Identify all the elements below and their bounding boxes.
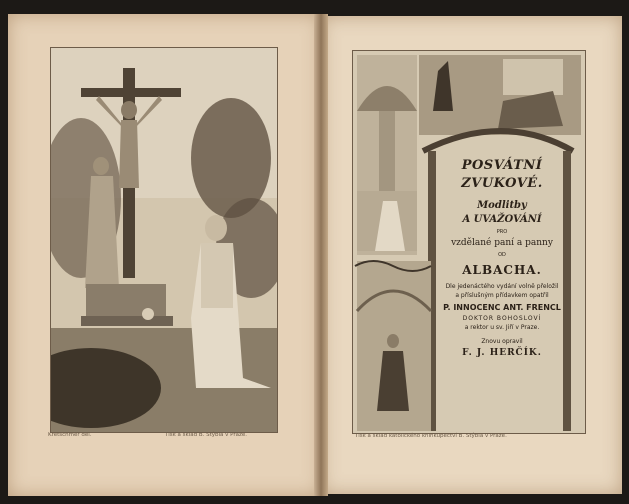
audience-line: vzdělané paní a panny xyxy=(451,238,553,248)
printer-credit: Tisk a sklad B. Stýbla v Praze. xyxy=(165,432,248,438)
book-gutter xyxy=(314,14,328,496)
author-name: ALBACHA. xyxy=(462,263,542,277)
title-line-2: ZVUKOVÉ. xyxy=(461,176,543,191)
translator-degree: DOKTOR BOHOSLOVÍ xyxy=(462,315,542,322)
title-line-1: POSVÁTNÍ xyxy=(461,158,543,173)
revised-label: Znovu opravil xyxy=(481,338,523,345)
edition-line-1: Dle jedenáctého vydání volně přeložil xyxy=(445,283,559,290)
translator-name: P. INNOCENC ANT. FRENCL xyxy=(443,303,561,312)
translator-position: a rektor u sv. Jiří v Praze. xyxy=(464,324,540,331)
frontispiece-engraving xyxy=(50,47,278,433)
pro-label: PRO xyxy=(496,229,508,235)
editor-name: F. J. HERČÍK. xyxy=(462,348,542,358)
od-label: OD xyxy=(498,252,506,258)
subtitle-line-1: Modlitby xyxy=(477,200,527,211)
publisher-imprint: Tisk a sklad katolického knihkupectví B. Stýbla v Praze. xyxy=(355,433,507,439)
engraver-credit: Kretschmer del. xyxy=(48,432,92,438)
edition-line-2: a příslušným přídavkem opatřil xyxy=(455,292,549,299)
subtitle-line-2: A UVAŽOVÁNÍ xyxy=(462,214,542,225)
